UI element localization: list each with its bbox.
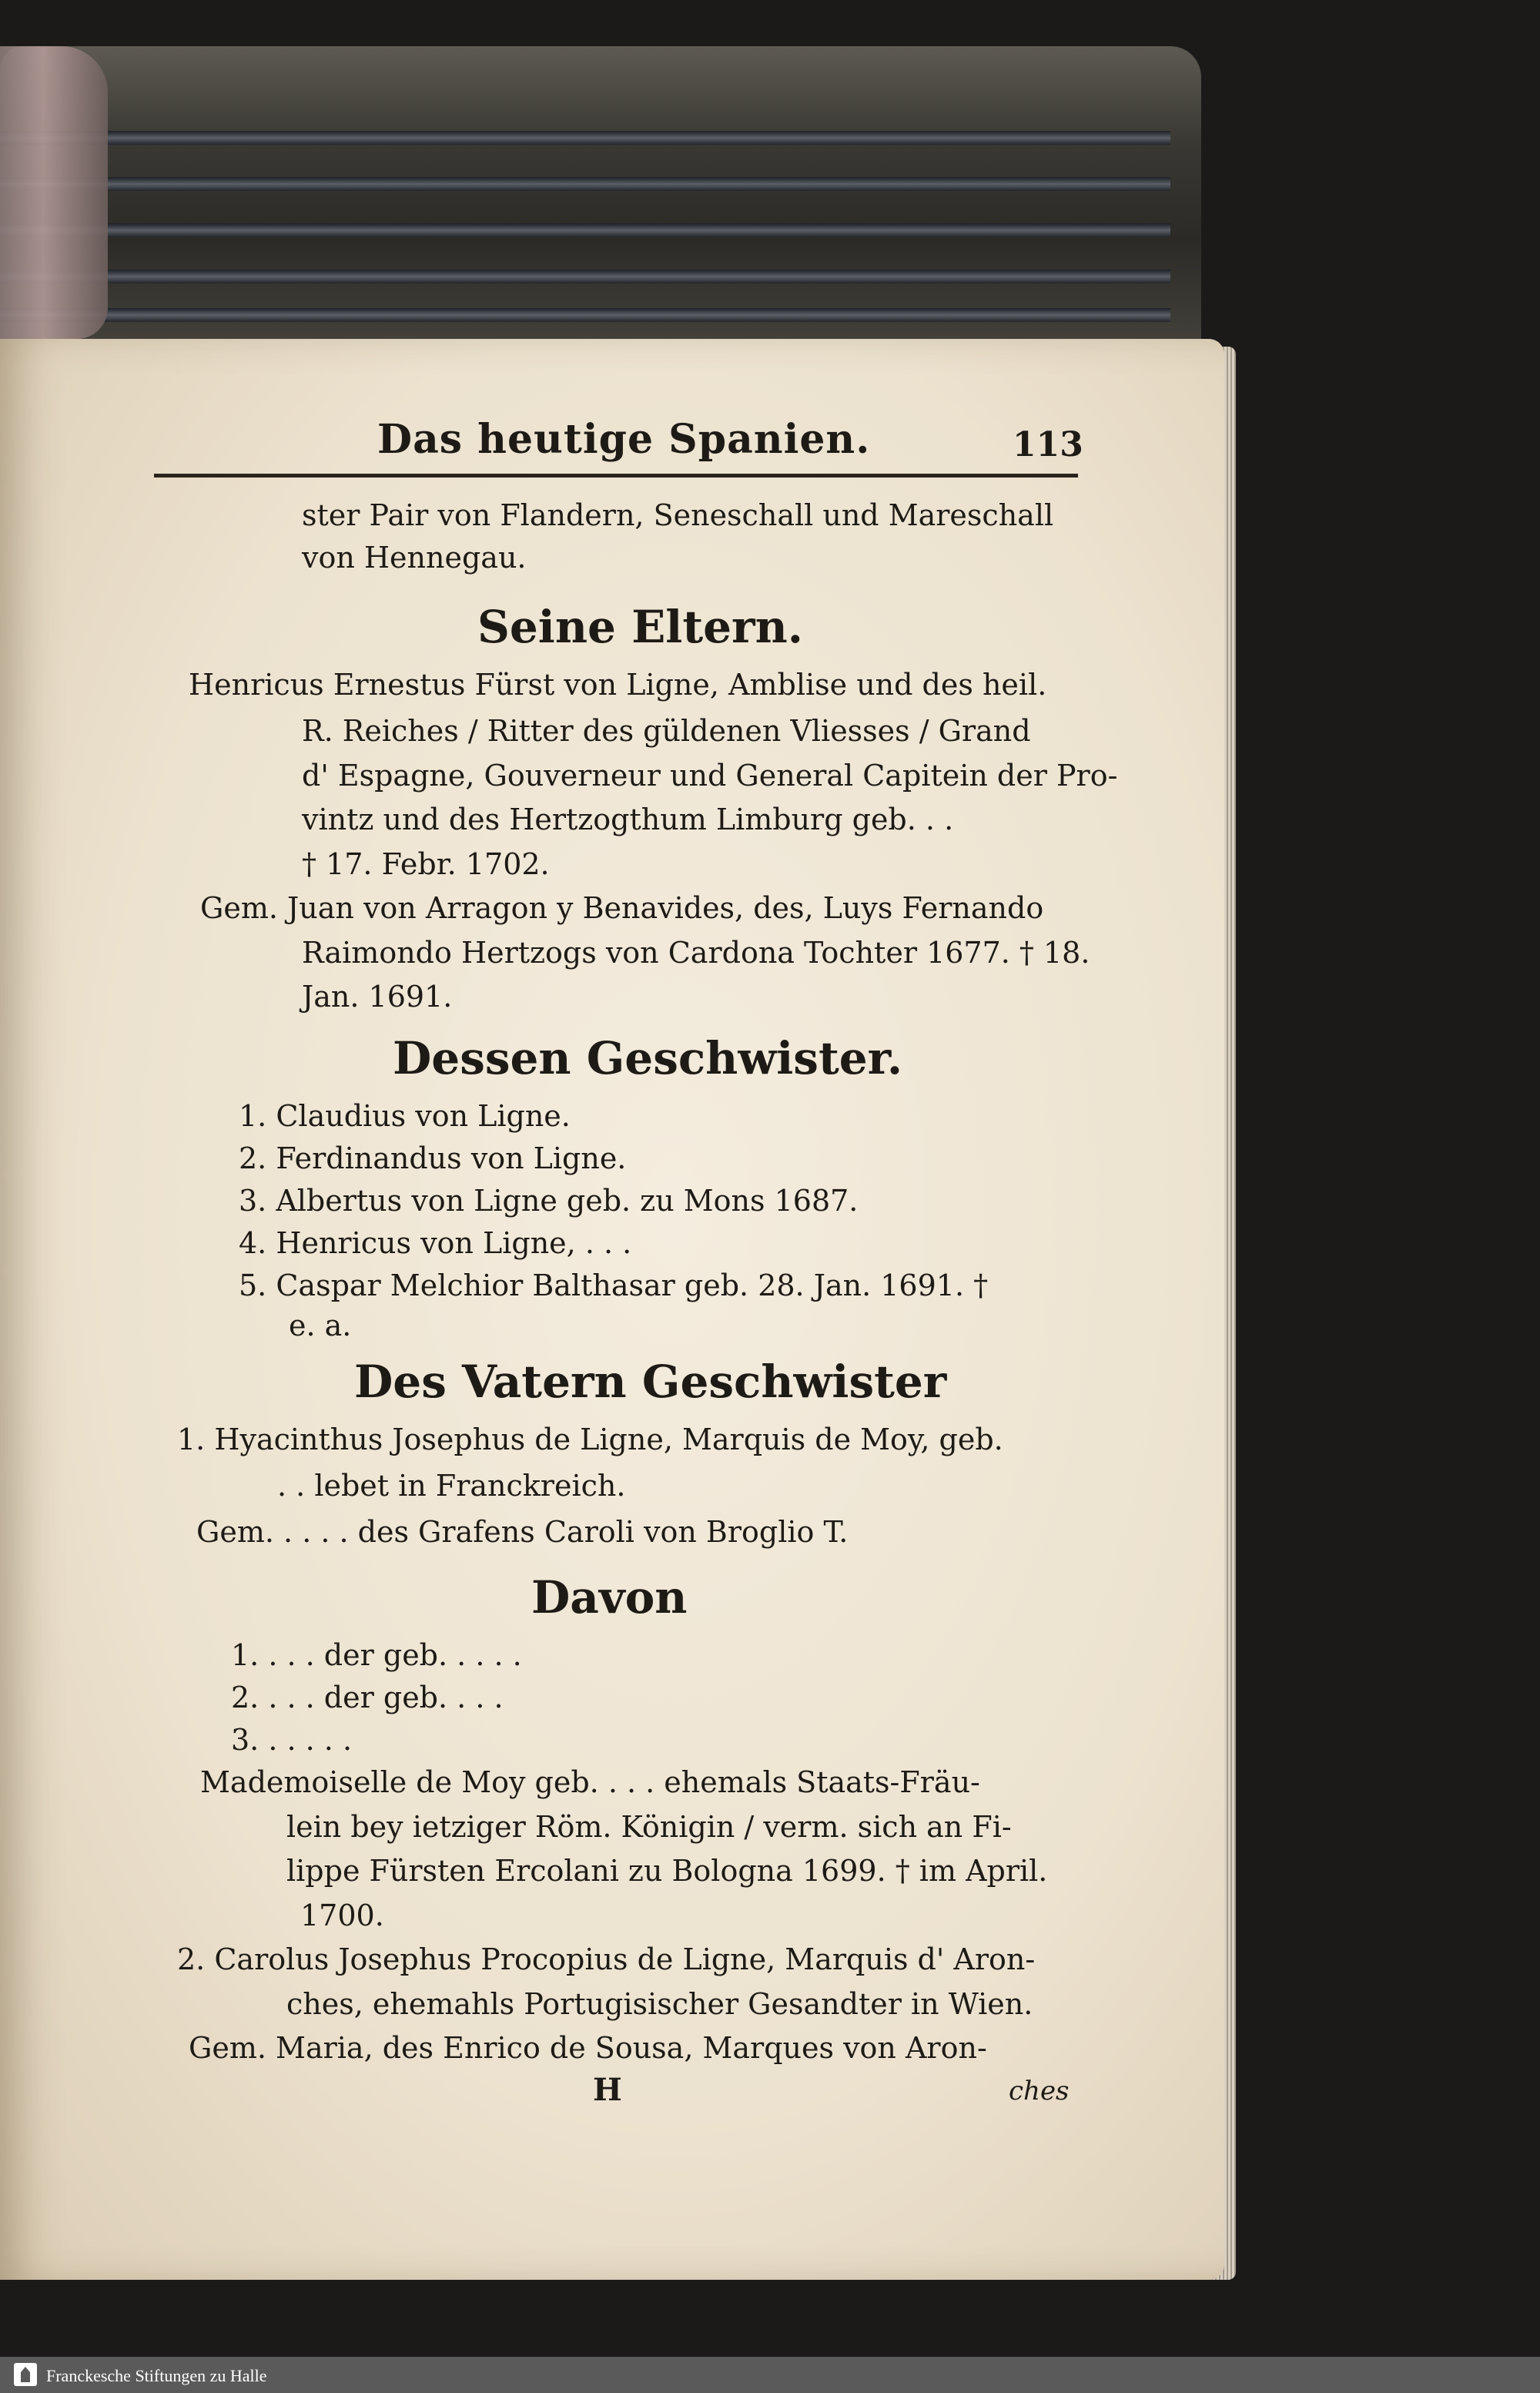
- footer-institution[interactable]: Franckesche Stiftungen zu Halle: [46, 2366, 267, 2385]
- text-line: Mademoiselle de Moy geb. . . . ehemals Staats-Fräu-: [200, 1765, 980, 1799]
- spine-cloth: [0, 46, 108, 339]
- text-line: lippe Fürsten Ercolani zu Bologna 1699. † im April.: [286, 1854, 1048, 1888]
- page-number: 113: [1013, 425, 1083, 464]
- footer-bar: [0, 2357, 1540, 2393]
- text-line: ster Pair von Flandern, Seneschall und Mareschall: [302, 498, 1054, 532]
- text-line: Raimondo Hertzogs von Cardona Tochter 1677. † 18.: [302, 936, 1090, 970]
- list-item: 1. . . . der geb. . . . .: [231, 1638, 522, 1672]
- text-line: d' Espagne, Gouverneur und General Capitein der Pro-: [302, 759, 1118, 793]
- section-heading: Dessen Geschwister.: [393, 1032, 903, 1084]
- section-heading: Seine Eltern.: [477, 601, 803, 653]
- text-line: † 17. Febr. 1702.: [302, 847, 550, 881]
- list-item: 1. Claudius von Ligne.: [239, 1099, 571, 1133]
- section-heading: Davon: [531, 1571, 688, 1624]
- signature-mark: H: [593, 2072, 622, 2108]
- list-item: 4. Henricus von Ligne, . . .: [239, 1226, 632, 1260]
- list-item: e. a.: [289, 1309, 352, 1342]
- page-block-band: [0, 223, 1170, 237]
- page-block-band: [0, 270, 1170, 283]
- text-line: lein bey ietziger Röm. Königin / verm. sich an Fi-: [286, 1810, 1012, 1844]
- list-item: 3. Albertus von Ligne geb. zu Mons 1687.: [239, 1184, 859, 1218]
- page-block-band: [0, 131, 1170, 145]
- text-line: Jan. 1691.: [302, 980, 453, 1014]
- running-title: Das heutige Spanien.: [377, 416, 871, 463]
- list-item: 5. Caspar Melchior Balthasar geb. 28. Jan. 1691. †: [239, 1269, 989, 1302]
- catchword: ches: [1009, 2076, 1070, 2106]
- text-line: . . lebet in Franckreich.: [277, 1469, 626, 1503]
- page-block-band: [0, 308, 1170, 322]
- list-item: 1. Hyacinthus Josephus de Ligne, Marquis de Moy, geb.: [177, 1423, 1003, 1456]
- text-line: Gem. . . . . des Grafens Caroli von Broglio T.: [196, 1515, 849, 1549]
- text-line: 1700.: [300, 1899, 384, 1932]
- text-line: R. Reiches / Ritter des güldenen Vliesses / Grand: [302, 714, 1031, 748]
- section-heading: Des Vatern Geschwister: [354, 1356, 947, 1408]
- text-line: ches, ehemahls Portugisischer Gesandter in Wien.: [286, 1987, 1033, 2021]
- text-line: Gem. Juan von Arragon y Benavides, des, Luys Fernando: [200, 891, 1044, 925]
- header-rule: [154, 474, 1078, 478]
- list-item: 2. Ferdinandus von Ligne.: [239, 1141, 627, 1175]
- book-top-edge: [0, 46, 1201, 370]
- text-line: vintz und des Hertzogthum Limburg geb. . .: [302, 803, 954, 836]
- book-page: [0, 339, 1224, 2280]
- list-item: 2. . . . der geb. . . .: [231, 1681, 504, 1714]
- institution-logo-icon: [14, 2363, 37, 2386]
- list-item: 3. . . . . .: [231, 1723, 353, 1757]
- text-line: Gem. Maria, des Enrico de Sousa, Marques von Aron-: [189, 2031, 987, 2065]
- text-line: Henricus Ernestus Fürst von Ligne, Amblise und des heil.: [189, 668, 1047, 702]
- list-item: 2. Carolus Josephus Procopius de Ligne, Marquis d' Aron-: [177, 1942, 1036, 1976]
- text-line: von Hennegau.: [302, 541, 527, 575]
- page-block-band: [0, 177, 1170, 191]
